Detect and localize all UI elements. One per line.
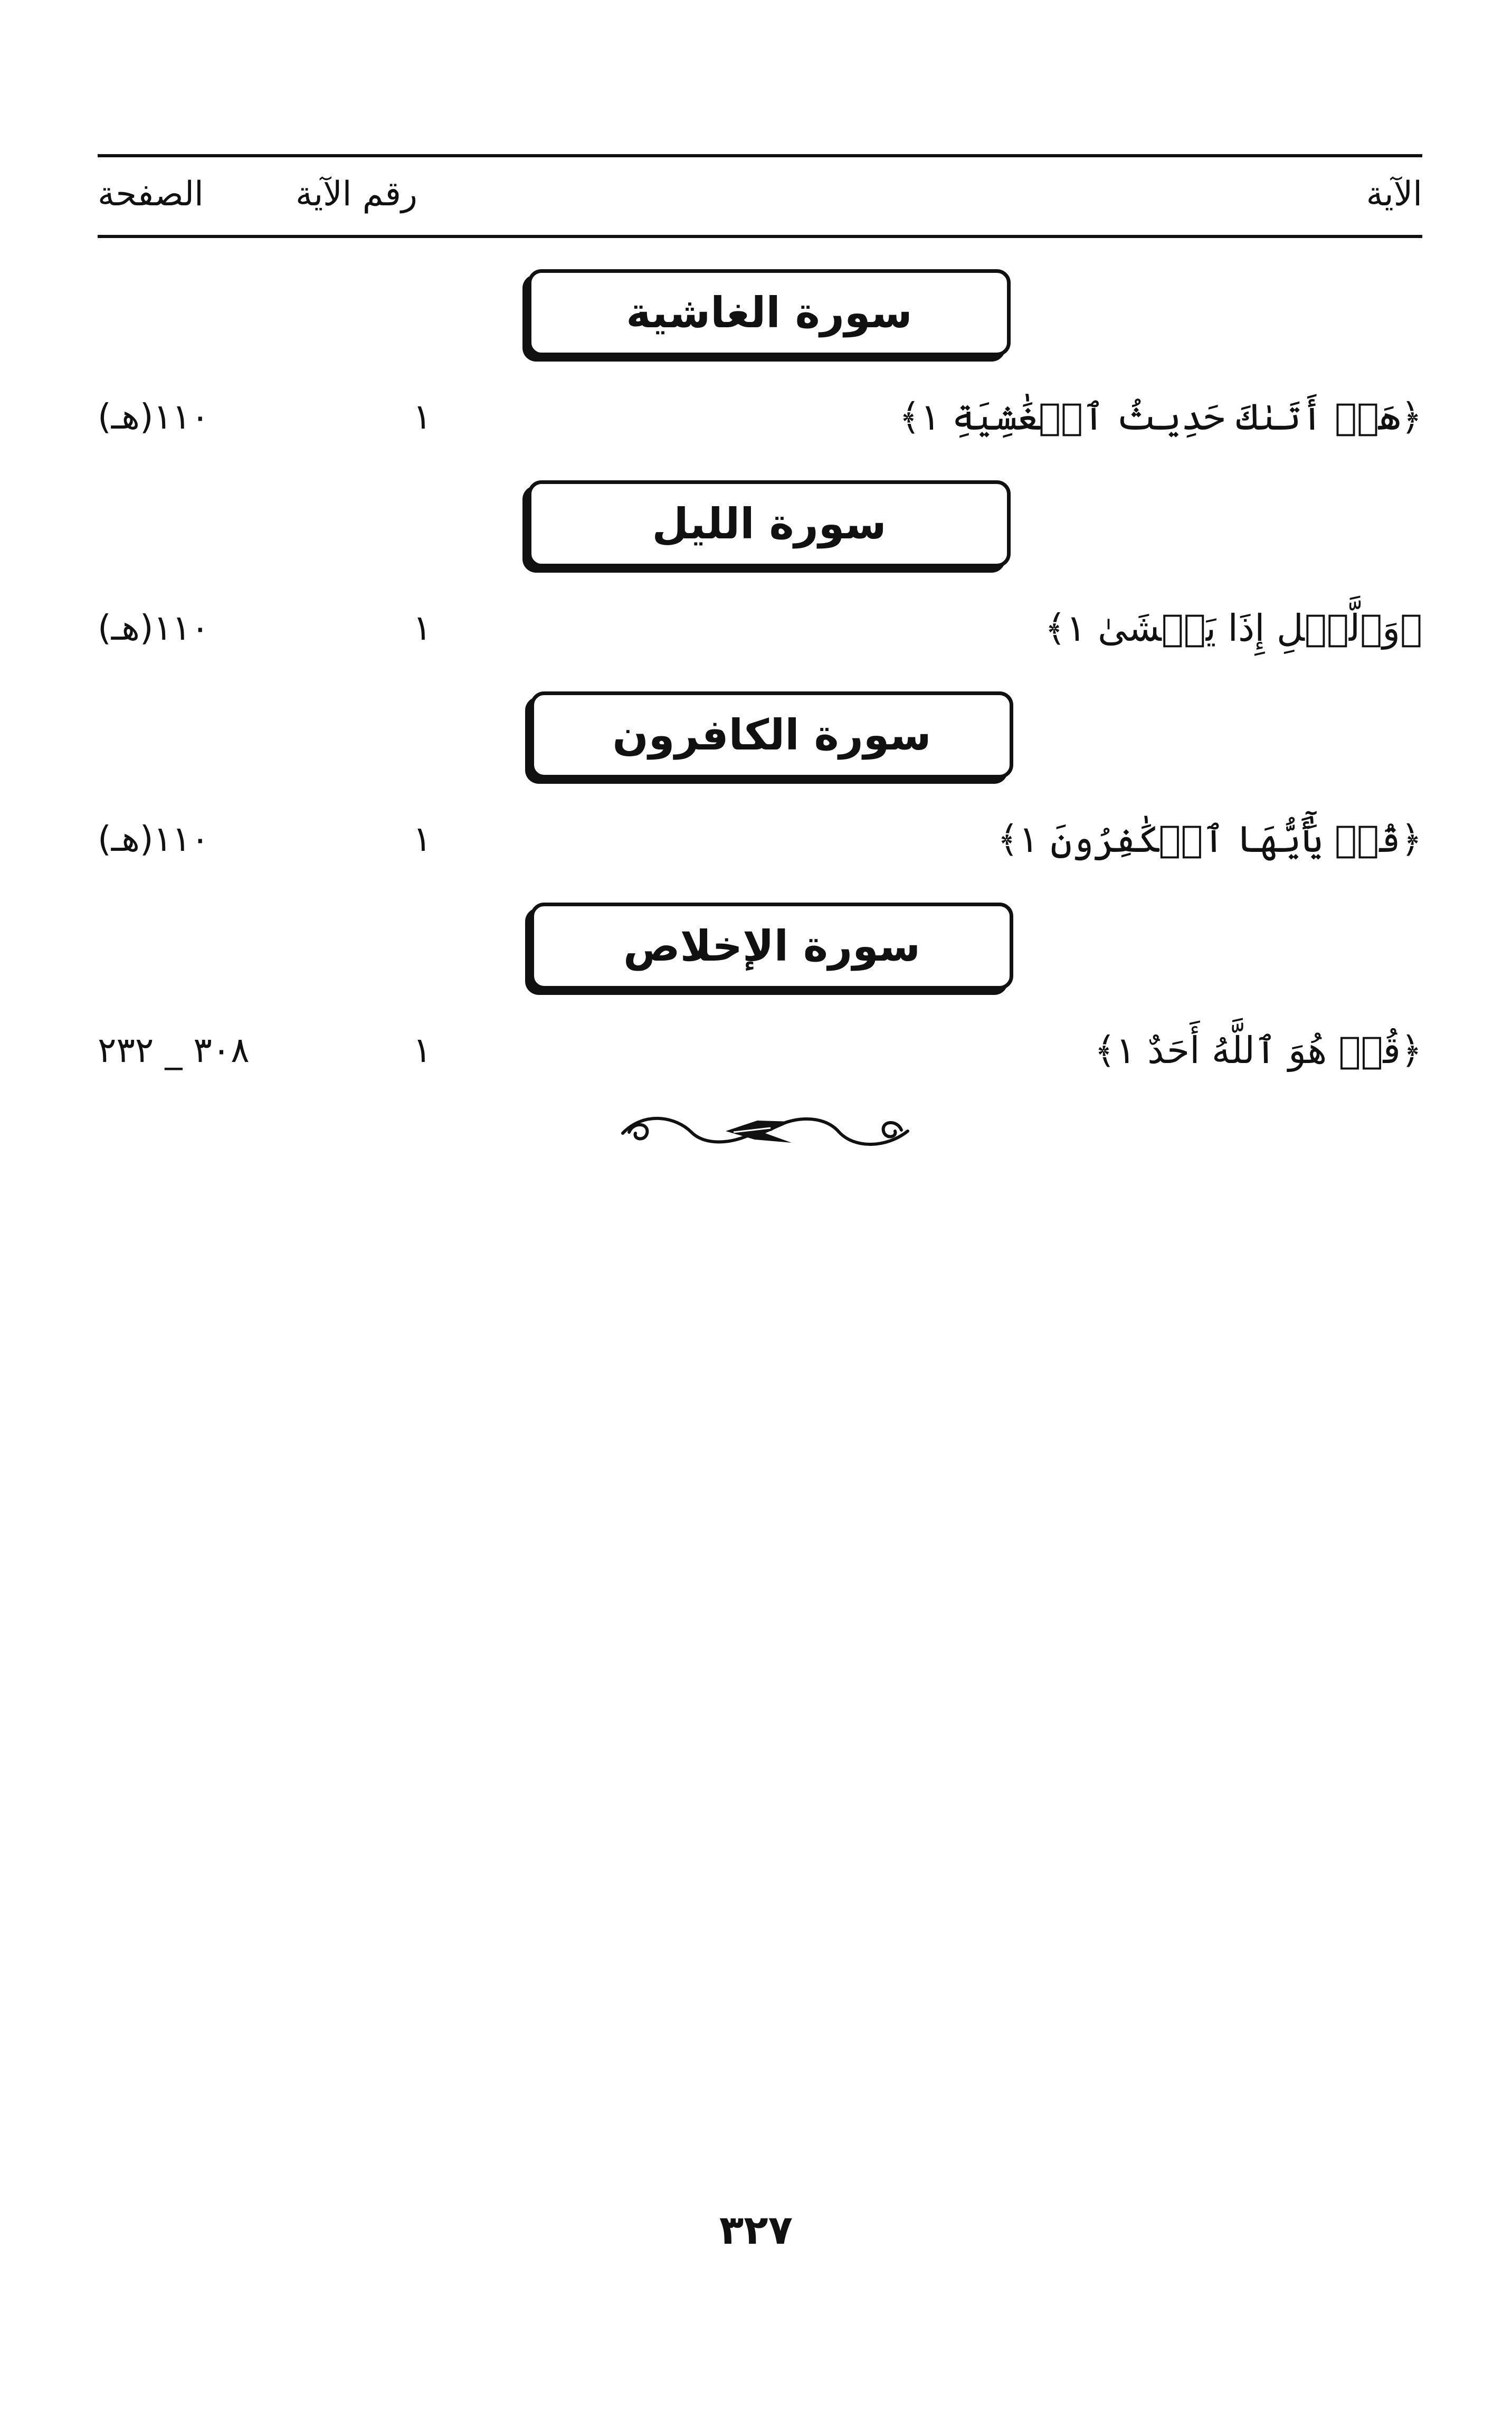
- verse-number: ١: [413, 608, 432, 648]
- header-top-rule: [98, 154, 1422, 157]
- verse-number: ١: [413, 1030, 432, 1070]
- surah-banner: [530, 691, 1013, 779]
- surah-title: سورة الكافرون: [612, 710, 931, 760]
- surah-banner: [528, 480, 1011, 567]
- divider-flourish-icon: [612, 1100, 918, 1159]
- page-number: ٣٢٧: [719, 2206, 793, 2253]
- verse-number: ١: [413, 819, 432, 859]
- verse-text: ﴿قُلۡ يَٰٓأَيُّهَا ٱلۡكَٰفِرُونَ ١﴾: [997, 818, 1422, 861]
- column-header-verse-number: رقم الآية: [296, 175, 417, 214]
- verse-text: ﴿قُلۡ هُوَ ٱللَّهُ أَحَدٌ ١﴾: [1094, 1029, 1422, 1072]
- surah-title: سورة الليل: [652, 499, 887, 548]
- surah-title: سورة الإخلاص: [623, 921, 920, 971]
- surah-title: سورة الغاشية: [626, 288, 912, 337]
- column-header-page: الصفحة: [98, 175, 204, 214]
- verse-number: ١: [413, 396, 432, 437]
- verse-text: ﴿هَلۡ أَتَىٰكَ حَدِيثُ ٱلۡغَٰشِيَةِ ١﴾: [899, 395, 1422, 439]
- page-reference: ١١٠(هـ): [98, 396, 210, 437]
- page-reference: ١١٠(هـ): [98, 819, 210, 859]
- page-reference: ٣٠٨ _ ٢٣٢: [98, 1030, 250, 1070]
- surah-banner: [528, 269, 1011, 356]
- column-header-verse: الآية: [1366, 175, 1422, 214]
- verse-text: ﴿وَٱلَّيۡلِ إِذَا يَغۡشَىٰ ١﴾: [1044, 606, 1422, 650]
- page-reference: ١١٠(هـ): [98, 608, 210, 648]
- header-bottom-rule: [98, 235, 1422, 238]
- surah-banner: [530, 903, 1013, 990]
